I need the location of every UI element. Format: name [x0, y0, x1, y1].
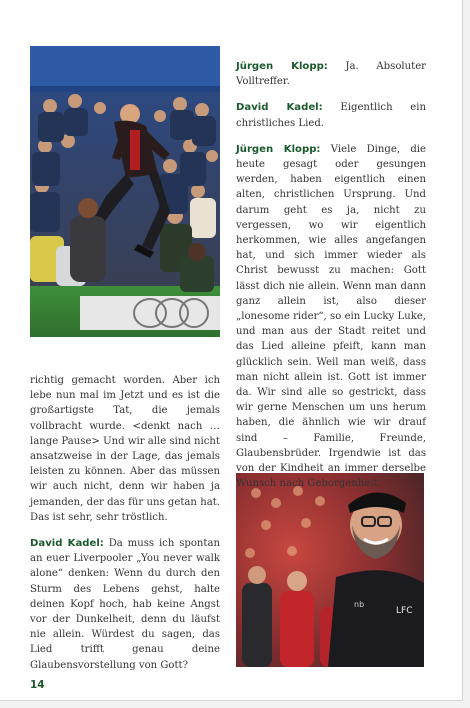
shirt-sponsor-text: nb — [354, 600, 365, 609]
photo-klopp-jumping-image — [30, 46, 220, 337]
paragraph-klopp-continued — [30, 373, 220, 525]
paragraph-text: Viele Dinge, die heute gesagt oder gesungen werden, haben eigentlich einen alten, christlichen Ursprung. Und darum geht es ja, nicht zu vergessen, wo wir eigentlich herkommen, wie alles angefangen hat, und sich immer wieder als Christ bewusst zu machen: Gott lässt dich nie allein. Wenn man dann ganz allein ist, also dieser „lonesome rider“, so ein Lucky Luke, und man aus der Stadt reitet und das Lied alleine pfeift, kann man glücklich sein. Weil man weiß, dass man nicht allein ist. Gott ist immer da. Wir sind alle so gestrickt, dass wir gerne Menschen um uns herum haben, die ähnlich wie wir drauf sind – Familie, Freunde, Glaubensbrüder. Irgendwie ist das von der Kindheit an immer derselbe Wunsch nach Geborgenheit. — [236, 143, 426, 490]
paragraph-klopp-1 — [236, 59, 426, 89]
left-column — [30, 373, 220, 684]
page-number: 14 — [30, 679, 45, 691]
speaker-label: Jürgen Klopp: — [236, 61, 328, 72]
paragraph-text: richtig gemacht worden. Aber ich lebe nun mal im Jetzt und es ist die großartigste Tat, die jemals vollbracht wurde. <denkt nach … lange Pause> Und wir alle sind nicht ansatzweise in der Lage, das jemals leisten zu können. Aber das müssen wir auch nicht, denn wir haben ja jemanden, der das für uns getan hat. Das ist sehr, sehr tröstlich. — [30, 375, 220, 523]
paragraph-kadel-1 — [236, 100, 426, 130]
shirt-crest-text: LFC — [396, 606, 413, 616]
paragraph-text: Da muss ich spontan an euer Liverpooler „You never walk alone“ denken: Wenn du durch den Sturm des Lebens gehst, halte deinen Kopf hoch, hab keine Angst vor der Dunkelheit, denn du läufst nie allein. Würdest du sagen, das Lied trifft genau deine Glaubensvorstellung von Gott? — [30, 538, 220, 671]
speaker-label: Jürgen Klopp: — [236, 143, 321, 155]
paragraph-text: Ja. Absoluter Volltreffer. — [236, 61, 426, 88]
paragraph-text: Eigentlich ein christliches Lied. — [236, 102, 426, 129]
speaker-label: David Kadel: — [30, 538, 104, 550]
right-column — [236, 59, 426, 502]
paragraph-kadel-2 — [30, 536, 220, 673]
paragraph-klopp-2 — [236, 142, 426, 492]
photo-klopp-jumping — [30, 46, 220, 337]
speaker-label: David Kadel: — [236, 102, 323, 114]
